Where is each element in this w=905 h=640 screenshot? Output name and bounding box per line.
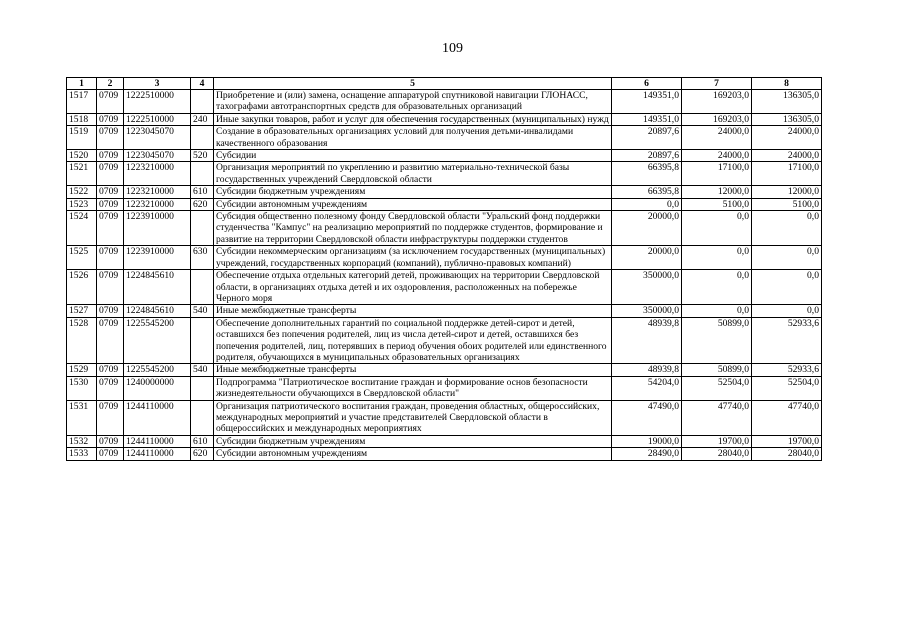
table-body (67, 90, 822, 461)
table-row (67, 150, 822, 162)
description-cell: Организация патриотического воспитания граждан, проведения областных, общероссийских, международных мероприятий и участие представителей Свердловской области в общероссийских и международных мероприятиях (214, 400, 612, 435)
expense-type-cell: 520 (191, 150, 214, 162)
expense-type-cell: 240 (191, 113, 214, 125)
section-code-cell: 0709 (97, 376, 124, 400)
amount-year2-cell: 19700,0 (682, 435, 752, 447)
amount-year1-cell: 350000,0 (612, 305, 682, 317)
amount-year2-cell: 0,0 (682, 270, 752, 305)
amount-year3-cell: 52504,0 (752, 376, 822, 400)
row-number-cell: 1517 (67, 90, 97, 114)
expense-type-cell (191, 162, 214, 186)
section-code-cell: 0709 (97, 400, 124, 435)
expense-type-cell: 630 (191, 246, 214, 270)
table-row (67, 376, 822, 400)
section-code-cell: 0709 (97, 317, 124, 364)
expense-type-cell: 620 (191, 198, 214, 210)
table-row (67, 317, 822, 364)
target-article-cell: 1222510000 (124, 113, 191, 125)
column-header: 6 (612, 78, 682, 90)
description-cell: Иные межбюджетные трансферты (214, 305, 612, 317)
amount-year2-cell: 169203,0 (682, 90, 752, 114)
section-code-cell: 0709 (97, 364, 124, 376)
amount-year3-cell: 28040,0 (752, 448, 822, 460)
target-article-cell: 1244110000 (124, 400, 191, 435)
section-code-cell: 0709 (97, 90, 124, 114)
amount-year1-cell: 350000,0 (612, 270, 682, 305)
amount-year1-cell: 28490,0 (612, 448, 682, 460)
column-header: 3 (124, 78, 191, 90)
description-cell: Субсидии (214, 150, 612, 162)
table-header-row (67, 78, 822, 90)
row-number-cell: 1524 (67, 211, 97, 246)
table-row (67, 270, 822, 305)
table-row (67, 448, 822, 460)
table-row (67, 246, 822, 270)
description-cell: Обеспечение отдыха отдельных категорий детей, проживающих на территории Свердловской области, в организациях отдыха детей и их оздоровления, расположенных на побережье Черного моря (214, 270, 612, 305)
target-article-cell: 1223910000 (124, 211, 191, 246)
amount-year1-cell: 54204,0 (612, 376, 682, 400)
table-row (67, 305, 822, 317)
section-code-cell: 0709 (97, 448, 124, 460)
row-number-cell: 1527 (67, 305, 97, 317)
section-code-cell: 0709 (97, 126, 124, 150)
amount-year2-cell: 50899,0 (682, 317, 752, 364)
table-row (67, 400, 822, 435)
amount-year2-cell: 0,0 (682, 246, 752, 270)
row-number-cell: 1532 (67, 435, 97, 447)
amount-year1-cell: 20897,6 (612, 150, 682, 162)
page-number: 109 (442, 41, 463, 56)
amount-year2-cell: 12000,0 (682, 186, 752, 198)
amount-year1-cell: 149351,0 (612, 90, 682, 114)
row-number-cell: 1529 (67, 364, 97, 376)
section-code-cell: 0709 (97, 305, 124, 317)
amount-year1-cell: 0,0 (612, 198, 682, 210)
amount-year2-cell: 5100,0 (682, 198, 752, 210)
section-code-cell: 0709 (97, 270, 124, 305)
amount-year3-cell: 0,0 (752, 246, 822, 270)
amount-year1-cell: 66395,8 (612, 186, 682, 198)
section-code-cell: 0709 (97, 246, 124, 270)
row-number-cell: 1521 (67, 162, 97, 186)
table-row (67, 90, 822, 114)
target-article-cell: 1223045070 (124, 150, 191, 162)
amount-year3-cell: 47740,0 (752, 400, 822, 435)
description-cell: Иные межбюджетные трансферты (214, 364, 612, 376)
target-article-cell: 1223910000 (124, 246, 191, 270)
column-header: 5 (214, 78, 612, 90)
amount-year3-cell: 5100,0 (752, 198, 822, 210)
section-code-cell: 0709 (97, 162, 124, 186)
expense-type-cell (191, 400, 214, 435)
target-article-cell: 1224845610 (124, 305, 191, 317)
column-header: 4 (191, 78, 214, 90)
description-cell: Обеспечение дополнительных гарантий по социальной поддержке детей-сирот и детей, оставшихся без попечения родителей, лиц из числа детей-сирот и детей, оставшихся без попечения родителей, лиц, потерявших в период обучения обоих родителей или единственного родителя, обучающихся в муниципальных образовательных организациях (214, 317, 612, 364)
table-row (67, 211, 822, 246)
row-number-cell: 1519 (67, 126, 97, 150)
table-row (67, 364, 822, 376)
amount-year2-cell: 17100,0 (682, 162, 752, 186)
column-header: 1 (67, 78, 97, 90)
target-article-cell: 1222510000 (124, 90, 191, 114)
description-cell: Субсидии автономным учреждениям (214, 448, 612, 460)
budget-table (66, 77, 822, 461)
target-article-cell: 1244110000 (124, 435, 191, 447)
expense-type-cell (191, 90, 214, 114)
amount-year3-cell: 52933,6 (752, 317, 822, 364)
amount-year2-cell: 24000,0 (682, 126, 752, 150)
target-article-cell: 1223210000 (124, 162, 191, 186)
row-number-cell: 1526 (67, 270, 97, 305)
description-cell: Субсидии автономным учреждениям (214, 198, 612, 210)
target-article-cell: 1223210000 (124, 198, 191, 210)
column-header: 2 (97, 78, 124, 90)
amount-year2-cell: 52504,0 (682, 376, 752, 400)
row-number-cell: 1533 (67, 448, 97, 460)
amount-year3-cell: 52933,6 (752, 364, 822, 376)
expense-type-cell (191, 270, 214, 305)
description-cell: Организация мероприятий по укреплению и развитию материально-технической базы государственных учреждений Свердловской области (214, 162, 612, 186)
row-number-cell: 1525 (67, 246, 97, 270)
amount-year1-cell: 20897,6 (612, 126, 682, 150)
row-number-cell: 1530 (67, 376, 97, 400)
expense-type-cell: 540 (191, 364, 214, 376)
amount-year3-cell: 0,0 (752, 270, 822, 305)
column-header: 8 (752, 78, 822, 90)
amount-year2-cell: 28040,0 (682, 448, 752, 460)
amount-year1-cell: 47490,0 (612, 400, 682, 435)
target-article-cell: 1223210000 (124, 186, 191, 198)
amount-year2-cell: 24000,0 (682, 150, 752, 162)
amount-year1-cell: 20000,0 (612, 246, 682, 270)
target-article-cell: 1225545200 (124, 364, 191, 376)
amount-year3-cell: 24000,0 (752, 150, 822, 162)
expense-type-cell (191, 126, 214, 150)
row-number-cell: 1520 (67, 150, 97, 162)
section-code-cell: 0709 (97, 113, 124, 125)
amount-year2-cell: 169203,0 (682, 113, 752, 125)
amount-year3-cell: 0,0 (752, 211, 822, 246)
target-article-cell: 1240000000 (124, 376, 191, 400)
row-number-cell: 1523 (67, 198, 97, 210)
description-cell: Иные закупки товаров, работ и услуг для обеспечения государственных (муниципальных) нужд (214, 113, 612, 125)
amount-year1-cell: 48939,8 (612, 364, 682, 376)
description-cell: Подпрограмма "Патриотическое воспитание граждан и формирование основ безопасности жизнедеятельности обучающихся в Свердловской области" (214, 376, 612, 400)
expense-type-cell: 540 (191, 305, 214, 317)
description-cell: Создание в образовательных организациях условий для получения детьми-инвалидами качественного образования (214, 126, 612, 150)
description-cell: Субсидии бюджетным учреждениям (214, 435, 612, 447)
amount-year3-cell: 12000,0 (752, 186, 822, 198)
amount-year2-cell: 47740,0 (682, 400, 752, 435)
table-row (67, 435, 822, 447)
section-code-cell: 0709 (97, 186, 124, 198)
amount-year1-cell: 66395,8 (612, 162, 682, 186)
section-code-cell: 0709 (97, 211, 124, 246)
table-row (67, 113, 822, 125)
row-number-cell: 1522 (67, 186, 97, 198)
amount-year1-cell: 20000,0 (612, 211, 682, 246)
description-cell: Субсидия общественно полезному фонду Свердловской области "Уральский фонд поддержки студенчества "Кампус" на реализацию мероприятий по поддержке студентов, формирование и развитие на территории Свердловской области инфраструктуры поддержки студентов (214, 211, 612, 246)
description-cell: Приобретение и (или) замена, оснащение аппаратурой спутниковой навигации ГЛОНАСС, тахографами автотранспортных средств для образовательных организаций (214, 90, 612, 114)
table-row (67, 126, 822, 150)
target-article-cell: 1225545200 (124, 317, 191, 364)
description-cell: Субсидии бюджетным учреждениям (214, 186, 612, 198)
amount-year1-cell: 149351,0 (612, 113, 682, 125)
row-number-cell: 1518 (67, 113, 97, 125)
expense-type-cell: 610 (191, 435, 214, 447)
expense-type-cell: 610 (191, 186, 214, 198)
section-code-cell: 0709 (97, 198, 124, 210)
column-header: 7 (682, 78, 752, 90)
target-article-cell: 1244110000 (124, 448, 191, 460)
target-article-cell: 1223045070 (124, 126, 191, 150)
expense-type-cell (191, 317, 214, 364)
amount-year3-cell: 19700,0 (752, 435, 822, 447)
amount-year3-cell: 136305,0 (752, 113, 822, 125)
expense-type-cell (191, 211, 214, 246)
section-code-cell: 0709 (97, 150, 124, 162)
amount-year2-cell: 0,0 (682, 305, 752, 317)
table-row (67, 198, 822, 210)
amount-year3-cell: 17100,0 (752, 162, 822, 186)
row-number-cell: 1528 (67, 317, 97, 364)
expense-type-cell (191, 376, 214, 400)
table-row (67, 162, 822, 186)
description-cell: Субсидии некоммерческим организациям (за исключением государственных (муниципальных) учреждений, государственных корпораций (компаний), публично-правовых компаний) (214, 246, 612, 270)
amount-year3-cell: 0,0 (752, 305, 822, 317)
amount-year1-cell: 19000,0 (612, 435, 682, 447)
table-row (67, 186, 822, 198)
amount-year2-cell: 50899,0 (682, 364, 752, 376)
target-article-cell: 1224845610 (124, 270, 191, 305)
expense-type-cell: 620 (191, 448, 214, 460)
amount-year3-cell: 24000,0 (752, 126, 822, 150)
row-number-cell: 1531 (67, 400, 97, 435)
amount-year2-cell: 0,0 (682, 211, 752, 246)
section-code-cell: 0709 (97, 435, 124, 447)
amount-year3-cell: 136305,0 (752, 90, 822, 114)
amount-year1-cell: 48939,8 (612, 317, 682, 364)
